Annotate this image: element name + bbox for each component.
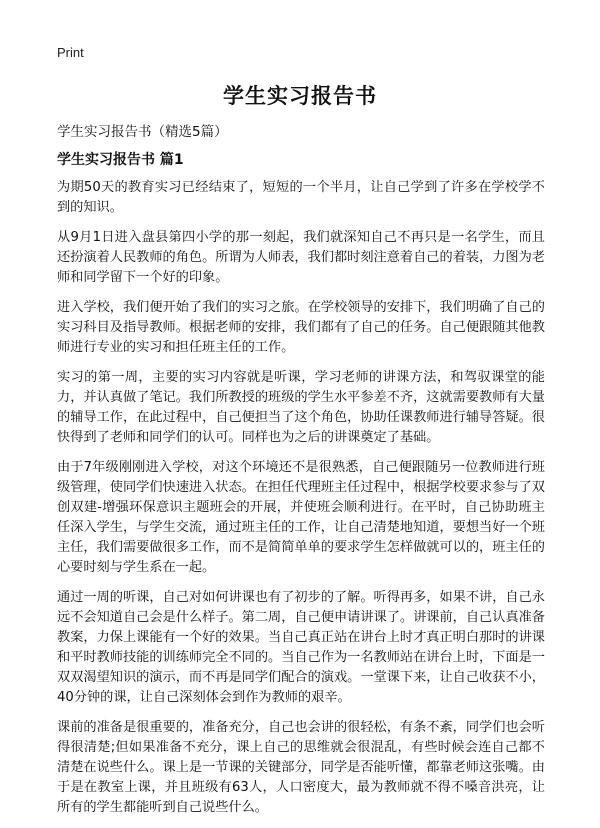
document-subtitle: 学生实习报告书（精选5篇）: [57, 124, 228, 140]
document-body: [57, 178, 545, 828]
paragraph: 从9月1日进入盘县第四小学的那一刻起，我们就深知自己不再只是一名学生，而且还扮演着人民教师的角色。所谓为人师表，我们都时刻注意着自己的着装，力图为老师和同学留下一个好的印象。: [57, 230, 545, 285]
paragraph: 课前的准备是很重要的，准备充分，自己也会讲的很轻松，有条不紊，同学们也会听得很清楚;但如果准备不充分，课上自己的思维就会很混乱，有些时候会连自己都不清楚在说些什么。课上是一节课的关键部分，同学是否能听懂，都靠老师这张嘴。由于是在教室上课，并且班级有63人，人口密度大，最为教师就不得不嗓音洪亮，让所有的学生都能听到自己说些什么。: [57, 720, 545, 815]
paragraph: 实习的第一周，主要的实习内容就是听课，学习老师的讲课方法，和驾驭课堂的能力，并认真做了笔记。我们所教授的班级的学生水平参差不齐，这就需要教师有大量的辅导工作，在此过程中，自己便担当了这个角色，协助任课教师进行辅导答疑。很快得到了老师和同学们的认可。同样也为之后的讲课奠定了基础。: [57, 370, 545, 445]
paragraph: 进入学校，我们便开始了我们的实习之旅。在学校领导的安排下，我们明确了自己的实习科目及指导教师。根据老师的安排，我们都有了自己的任务。自己便跟随其他教师进行专业的实习和担任班主任的工作。: [57, 300, 545, 355]
print-link[interactable]: Print: [57, 45, 84, 60]
page-title: 学生实习报告书: [223, 84, 377, 108]
paragraph: 由于7年级刚刚进入学校，对这个环境还不是很熟悉，自己便跟随另一位教师进行班级管理，使同学们快速进入状态。在担任代理班主任过程中，根据学校要求参与了双创双建-增强环保意识主题班会的开展，并使班会顺利进行。在平时，自己协助班主任深入学生，与学生交流，通过班主任的工作，让自己清楚地知道，要想当好一个班主任，我们需要做很多工作，而不是简简单单的要求学生怎样做就可以的，班主任的心要时刻与学生系在一起。: [57, 460, 545, 575]
paragraph: 通过一周的听课，自己对如何讲课也有了初步的了解。听得再多，如果不讲，自己永远不会知道自己会是什么样子。第二周，自己便申请讲课了。讲课前，自己认真准备教案，力保上课能有一个好的效果。当自己真正站在讲台上时才真正明白那时的讲课和平时教师技能的训练师完全不同的。当自己作为一名教师站在讲台上时，下面是一双双渴望知识的演示，而不再是同学们配合的演戏。一堂课下来，让自己收获不小，40分钟的课，让自己深刻体会到作为教师的艰辛。: [57, 590, 545, 705]
paragraph: 为期50天的教育实习已经结束了，短短的一个半月，让自己学到了许多在学校学不到的知识。: [57, 180, 545, 215]
section-heading: 学生实习报告书 篇1: [57, 152, 184, 168]
